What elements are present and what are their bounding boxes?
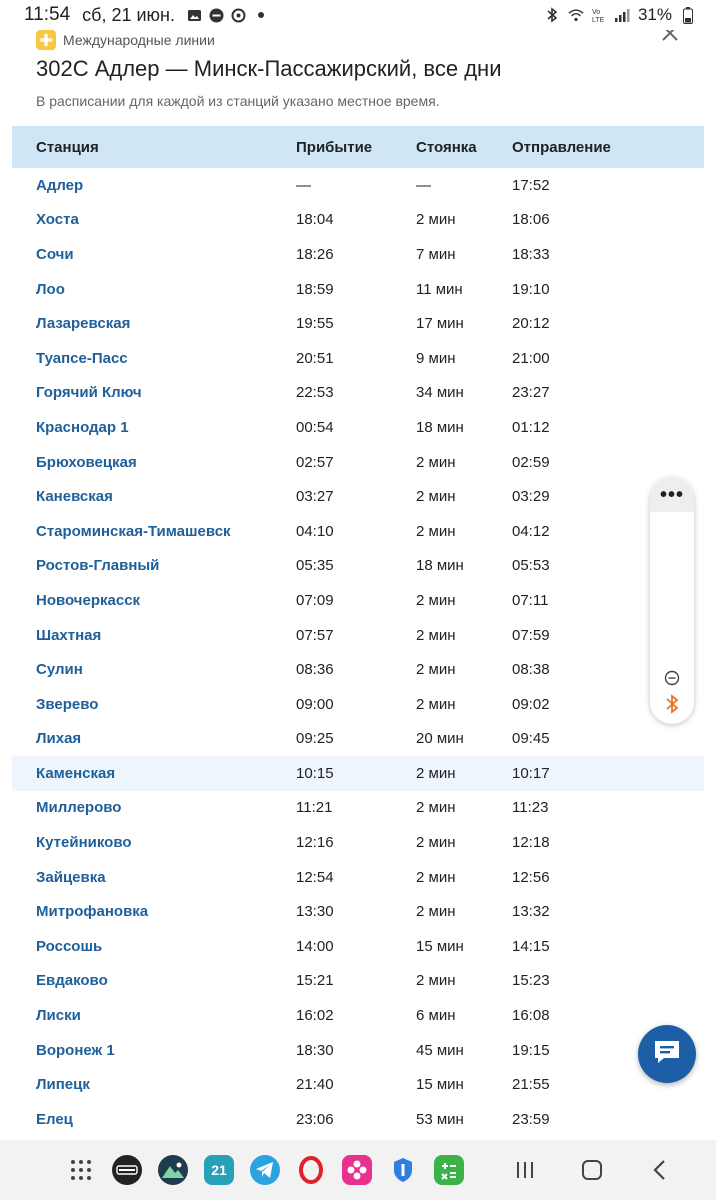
arrival-time: 05:35 xyxy=(296,557,334,575)
image-icon xyxy=(187,7,203,23)
table-row[interactable] xyxy=(12,756,704,791)
stop-duration: 45 мин xyxy=(416,1041,464,1059)
status-bar xyxy=(0,0,716,30)
telegram-app-icon[interactable] xyxy=(250,1155,280,1185)
arrival-time: 20:51 xyxy=(296,349,334,367)
svg-text:Vo: Vo xyxy=(591,9,601,16)
departure-time: 11:23 xyxy=(512,799,549,817)
header-arrival: Прибытие xyxy=(296,138,373,156)
departure-time: 12:56 xyxy=(512,868,550,886)
table-row[interactable] xyxy=(12,1102,704,1137)
station-link[interactable]: Лихая xyxy=(36,730,82,748)
header-stop: Стоянка xyxy=(416,138,477,156)
category-text: Международные линии xyxy=(63,32,215,48)
station-link[interactable]: Митрофановка xyxy=(36,903,149,921)
station-link[interactable]: Шахтная xyxy=(36,626,102,644)
table-row[interactable] xyxy=(12,410,704,445)
stop-duration: 2 мин xyxy=(416,972,456,990)
stop-duration: 2 мин xyxy=(416,591,456,609)
arrival-time: 08:36 xyxy=(296,661,334,679)
station-link[interactable]: Елец xyxy=(36,1110,73,1128)
station-link[interactable]: Староминская-Тимашевск xyxy=(36,522,231,540)
calendar-app-icon[interactable] xyxy=(204,1155,234,1185)
table-row[interactable] xyxy=(12,860,704,895)
table-row[interactable] xyxy=(12,929,704,964)
station-link[interactable]: Новочеркасск xyxy=(36,591,141,609)
departure-time: 09:45 xyxy=(512,730,550,748)
calendar-day: 21 xyxy=(211,1162,227,1178)
header-departure: Отправление xyxy=(512,138,611,156)
station-link[interactable]: Каневская xyxy=(36,488,113,506)
departure-time: 19:15 xyxy=(512,1041,550,1059)
station-link[interactable]: Каменская xyxy=(36,764,116,782)
station-link[interactable]: Евдаково xyxy=(36,972,108,990)
departure-time: 18:33 xyxy=(512,245,550,263)
stop-duration: 2 мин xyxy=(416,799,456,817)
arrival-time: 10:15 xyxy=(296,764,334,782)
stop-duration: 11 мин xyxy=(416,280,463,298)
svg-text:LTE: LTE xyxy=(591,17,605,23)
table-body xyxy=(12,168,704,1137)
departure-time: 13:32 xyxy=(512,903,550,921)
stop-duration: 2 мин xyxy=(416,488,456,506)
stop-duration: 34 мин xyxy=(416,384,464,402)
page-title: 302С Адлер — Минск-Пассажирский, все дни xyxy=(36,56,502,81)
arrival-time: 18:30 xyxy=(296,1041,334,1059)
table-row[interactable] xyxy=(12,272,704,307)
station-link[interactable]: Туапсе-Пасс xyxy=(36,349,128,367)
arrival-time: 07:09 xyxy=(296,591,334,609)
departure-time: 15:23 xyxy=(512,972,550,990)
table-row[interactable] xyxy=(12,618,704,653)
mountain-app-icon[interactable] xyxy=(158,1155,188,1185)
table-row[interactable] xyxy=(12,203,704,238)
home-icon[interactable] xyxy=(577,1155,607,1185)
bluetooth-icon xyxy=(544,7,560,23)
departure-time: 09:02 xyxy=(512,695,550,713)
station-link[interactable]: Лоо xyxy=(36,280,65,298)
category-label xyxy=(36,30,215,50)
table-row[interactable] xyxy=(12,549,704,584)
volte-icon xyxy=(592,7,606,23)
departure-time: 23:27 xyxy=(512,384,550,402)
departure-time: 02:59 xyxy=(512,453,550,471)
stop-duration: 17 мин xyxy=(416,315,464,333)
stop-duration: 2 мин xyxy=(416,868,456,886)
stop-duration: 2 мин xyxy=(416,522,456,540)
arrival-time: 12:54 xyxy=(296,868,334,886)
station-link[interactable]: Липецк xyxy=(36,1076,90,1094)
schedule-table xyxy=(12,126,704,1137)
table-row[interactable] xyxy=(12,341,704,376)
shield-app-icon[interactable] xyxy=(388,1155,418,1185)
table-header xyxy=(12,126,704,168)
table-row[interactable] xyxy=(12,791,704,826)
more-button[interactable]: ••• xyxy=(650,478,694,512)
floating-panel xyxy=(650,478,694,724)
table-row[interactable] xyxy=(12,1067,704,1102)
station-link[interactable]: Зайцевка xyxy=(36,868,106,886)
status-time: 11:54 xyxy=(24,4,71,25)
bluetooth-icon[interactable] xyxy=(662,694,682,714)
departure-time: 03:29 xyxy=(512,488,550,506)
flower-app-icon[interactable] xyxy=(342,1155,372,1185)
arrival-time: 18:04 xyxy=(296,211,334,229)
table-row[interactable] xyxy=(12,376,704,411)
stop-duration: 18 мин xyxy=(416,557,464,575)
sync-icon xyxy=(231,7,247,23)
arrival-time: 18:59 xyxy=(296,280,334,298)
table-row[interactable] xyxy=(12,237,704,272)
dot-icon xyxy=(253,7,269,23)
stop-duration: 7 мин xyxy=(416,245,456,263)
stop-duration: 9 мин xyxy=(416,349,456,367)
arrival-time: 15:21 xyxy=(296,972,334,990)
table-row[interactable] xyxy=(12,168,704,203)
stop-duration: 18 мин xyxy=(416,418,464,436)
station-link[interactable]: Ростов-Главный xyxy=(36,557,160,575)
chat-icon xyxy=(652,1038,682,1071)
table-row[interactable] xyxy=(12,964,704,999)
recents-icon[interactable] xyxy=(510,1155,540,1185)
table-row[interactable] xyxy=(12,687,704,722)
departure-time: 16:08 xyxy=(512,1007,550,1025)
table-row[interactable] xyxy=(12,583,704,618)
stop-duration: 2 мин xyxy=(416,626,456,644)
stop-duration: 2 мин xyxy=(416,453,456,471)
departure-time: 20:12 xyxy=(512,315,550,333)
departure-time: 10:17 xyxy=(512,764,550,782)
departure-time: 04:12 xyxy=(512,522,550,540)
arrival-time: 00:54 xyxy=(296,418,334,436)
departure-time: 18:06 xyxy=(512,211,550,229)
arrival-time: 11:21 xyxy=(296,799,333,817)
departure-time: 23:59 xyxy=(512,1110,550,1128)
station-link[interactable]: Хоста xyxy=(36,211,79,229)
chat-button[interactable] xyxy=(638,1025,696,1083)
departure-time: 21:55 xyxy=(512,1076,550,1094)
station-link[interactable]: Краснодар 1 xyxy=(36,418,129,436)
header-station: Станция xyxy=(36,138,99,156)
status-date: сб, 21 июн. xyxy=(82,4,175,25)
stop-duration: 53 мин xyxy=(416,1110,464,1128)
minus-circle-icon xyxy=(209,7,225,23)
table-row[interactable] xyxy=(12,514,704,549)
station-link[interactable]: Брюховецкая xyxy=(36,453,137,471)
departure-time: 21:00 xyxy=(512,349,550,367)
departure-time: 17:52 xyxy=(512,176,550,194)
departure-time: 12:18 xyxy=(512,834,550,852)
table-row[interactable] xyxy=(12,998,704,1033)
minus-circle-icon[interactable] xyxy=(662,668,682,688)
table-row[interactable] xyxy=(12,479,704,514)
table-row[interactable] xyxy=(12,825,704,860)
table-row[interactable] xyxy=(12,306,704,341)
departure-time: 19:10 xyxy=(512,280,550,298)
arrival-time: 12:16 xyxy=(296,834,334,852)
stop-duration: 2 мин xyxy=(416,834,456,852)
arrival-time: 03:27 xyxy=(296,488,334,506)
departure-time: 14:15 xyxy=(512,937,550,955)
stop-duration: 2 мин xyxy=(416,661,456,679)
bottom-nav xyxy=(0,1140,716,1200)
station-link[interactable]: Воронеж 1 xyxy=(36,1041,115,1059)
departure-time: 08:38 xyxy=(512,661,550,679)
departure-time: 05:53 xyxy=(512,557,550,575)
table-row[interactable] xyxy=(12,722,704,757)
arrival-time: 04:10 xyxy=(296,522,334,540)
arrival-time: 13:30 xyxy=(296,903,334,921)
stop-duration: 15 мин xyxy=(416,1076,464,1094)
arrival-time: 22:53 xyxy=(296,384,334,402)
timezone-note: В расписании для каждой из станций указано местное время. xyxy=(36,93,440,109)
back-icon[interactable] xyxy=(644,1155,674,1185)
arrival-time: 19:55 xyxy=(296,315,334,333)
table-row[interactable] xyxy=(12,652,704,687)
schedule-sheet xyxy=(12,30,704,1140)
stop-duration: 6 мин xyxy=(416,1007,456,1025)
station-link[interactable]: Адлер xyxy=(36,176,84,194)
opera-app-icon[interactable] xyxy=(296,1155,326,1185)
battery-icon xyxy=(680,7,696,23)
arrival-time: 02:57 xyxy=(296,453,334,471)
close-icon[interactable] xyxy=(658,30,682,46)
table-row[interactable] xyxy=(12,1033,704,1068)
battery-percent: 31% xyxy=(637,5,672,24)
departure-time: 07:59 xyxy=(512,626,550,644)
stop-duration: — xyxy=(416,176,431,194)
arrival-time: 09:00 xyxy=(296,695,334,713)
sheet-header xyxy=(12,30,704,126)
station-link[interactable]: Лиски xyxy=(36,1007,81,1025)
arrival-time: 09:25 xyxy=(296,730,334,748)
stop-duration: 2 мин xyxy=(416,695,456,713)
arrival-time: 21:40 xyxy=(296,1076,334,1094)
station-link[interactable]: Лазаревская xyxy=(36,315,131,333)
stop-duration: 15 мин xyxy=(416,937,464,955)
stop-duration: 2 мин xyxy=(416,211,456,229)
calculator-app-icon[interactable] xyxy=(434,1155,464,1185)
station-link[interactable]: Сочи xyxy=(36,245,74,263)
arrival-time: — xyxy=(296,176,311,194)
arrival-time: 07:57 xyxy=(296,626,334,644)
station-link[interactable]: Кутейниково xyxy=(36,834,132,852)
departure-time: 07:11 xyxy=(512,591,549,609)
departure-time: 01:12 xyxy=(512,418,550,436)
asmr-app-icon[interactable] xyxy=(112,1155,142,1185)
station-link[interactable]: Сулин xyxy=(36,661,83,679)
all-apps-icon[interactable] xyxy=(66,1155,96,1185)
station-link[interactable]: Россошь xyxy=(36,937,103,955)
stop-duration: 2 мин xyxy=(416,903,456,921)
arrival-time: 23:06 xyxy=(296,1110,334,1128)
stop-duration: 20 мин xyxy=(416,730,464,748)
wifi-icon xyxy=(568,7,584,23)
station-link[interactable]: Зверево xyxy=(36,695,99,713)
station-link[interactable]: Миллерово xyxy=(36,799,122,817)
arrival-time: 14:00 xyxy=(296,937,334,955)
table-row[interactable] xyxy=(12,894,704,929)
station-link[interactable]: Горячий Ключ xyxy=(36,384,142,402)
table-row[interactable] xyxy=(12,445,704,480)
signal-icon xyxy=(614,7,630,23)
stop-duration: 2 мин xyxy=(416,764,456,782)
arrival-time: 18:26 xyxy=(296,245,334,263)
international-logo-icon xyxy=(36,30,56,50)
arrival-time: 16:02 xyxy=(296,1007,334,1025)
